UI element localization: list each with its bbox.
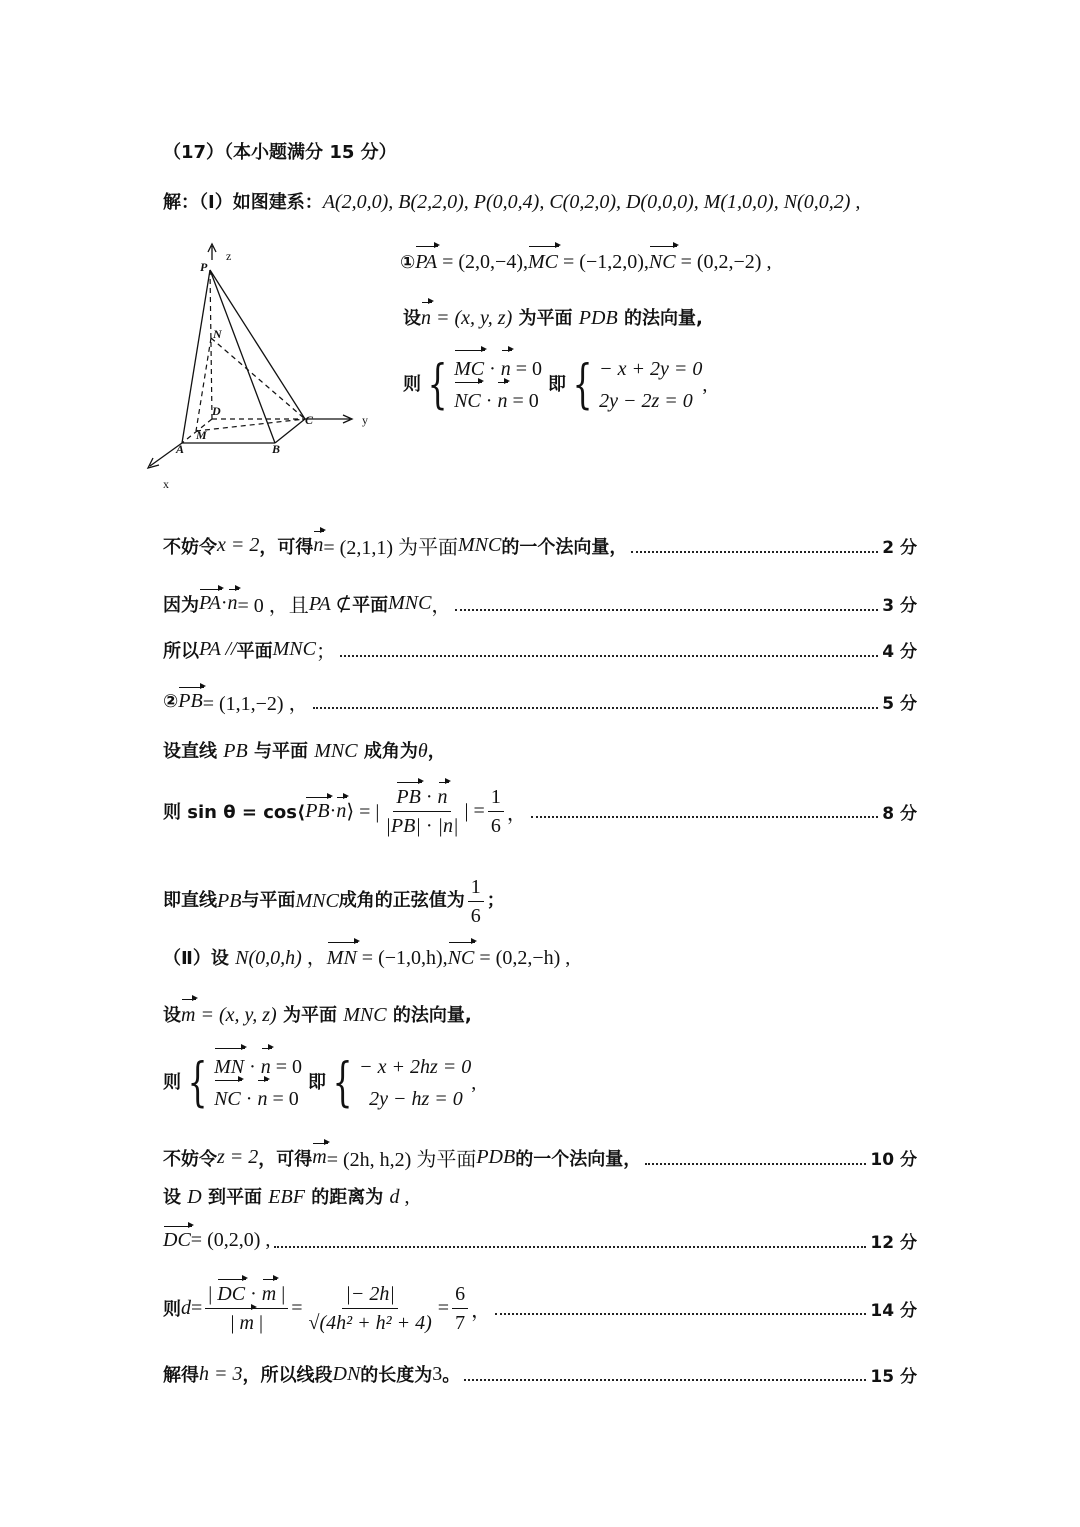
norm-PB: |PB| [385, 814, 421, 837]
distance-definition [163, 1184, 409, 1211]
t: = [437, 1296, 450, 1319]
dot: · [484, 358, 501, 380]
denominator: 7 [455, 1311, 466, 1334]
edge-BC [275, 419, 305, 443]
t: h = 3 [199, 1362, 243, 1385]
label-A: A [176, 442, 185, 456]
vector-m: m [312, 1146, 327, 1168]
vec-n: n [437, 785, 448, 808]
t: | [276, 1282, 286, 1305]
t: PA ⊄ [308, 593, 353, 615]
t: 的一个法向量， [515, 1148, 642, 1170]
t: PB [217, 890, 242, 912]
t: 与平面 [247, 741, 315, 762]
dot: · [245, 1282, 262, 1305]
t: MNC [388, 592, 432, 614]
t: D [187, 1186, 202, 1208]
eq-zero: = 0 [267, 1088, 299, 1110]
left-brace: { [332, 1053, 353, 1113]
t: z = 2 [217, 1146, 259, 1168]
t: 则 sin θ = cos⟨ [163, 802, 306, 823]
dot: · [240, 1088, 258, 1110]
vector-MC: MC [528, 251, 558, 273]
vec-PB: PB [396, 785, 421, 808]
comma: , [471, 1072, 477, 1094]
equation-1: − x + 2y = 0 [599, 358, 703, 380]
t: ⟩ = | [346, 800, 380, 823]
t: d [389, 1186, 400, 1208]
dot: · [420, 814, 438, 837]
left-brace: { [187, 1053, 208, 1113]
score: 5 分 [882, 694, 917, 714]
line-score-4 [163, 635, 917, 664]
vector-NC: NC [447, 947, 475, 969]
theta: θ [417, 740, 428, 762]
t: = (0,2,0) , [190, 1229, 271, 1251]
t: = (1,1,−2) ， [202, 693, 309, 715]
dot-leader [531, 804, 878, 818]
text-then: 则 [403, 374, 421, 395]
comma: , [702, 374, 708, 396]
t: 与平面 [241, 890, 296, 911]
problem-header: （17）（本小题满分 15 分） [163, 142, 397, 163]
edge-NM [196, 338, 211, 431]
distance-fraction [205, 1282, 288, 1335]
t: 平面 [236, 640, 273, 662]
system-2-left [214, 1051, 302, 1115]
text-set: 设 [403, 308, 421, 329]
one-sixth [488, 785, 504, 838]
text-namely: 即 [308, 1072, 327, 1093]
label-D: D [212, 404, 221, 418]
t: 即直线 [163, 890, 217, 911]
vector-n: n [227, 592, 238, 614]
t: MNC [295, 890, 339, 912]
edge-PA [182, 270, 210, 443]
edge-MC [196, 419, 305, 431]
text-normal: 的法向量, [617, 308, 703, 329]
t: | [230, 1311, 240, 1334]
numerator: 6 [452, 1282, 468, 1309]
dot-leader [455, 597, 878, 611]
dot: · [420, 785, 438, 808]
text-plane: 为平面 [512, 308, 579, 329]
t: 解得 [163, 1365, 199, 1386]
score: 8 分 [882, 803, 917, 824]
dot-leader [274, 1234, 866, 1248]
dot-leader [313, 695, 879, 709]
edge-NC [211, 338, 305, 419]
t: 的一个法向量， [501, 536, 628, 558]
coordinate-setup [163, 189, 860, 216]
vec-MC: MC [454, 353, 484, 385]
t: = (2h, h,2) 为平面 [326, 1149, 477, 1171]
t: PB [223, 740, 248, 762]
t: ， [471, 1299, 492, 1322]
denominator: 6 [470, 904, 481, 927]
t: 不妨令 [163, 536, 217, 558]
t: ， [301, 947, 327, 969]
eq-zero: = 0 [510, 358, 543, 380]
t: x = 2 [217, 534, 260, 556]
line-score-5 [163, 687, 917, 716]
score: 12 分 [870, 1233, 917, 1253]
normal-m-definition [163, 1002, 472, 1029]
t: ，可得 [259, 536, 314, 558]
score: 15 分 [870, 1366, 917, 1387]
vector-m: m [181, 1004, 196, 1026]
vector-DC: DC [163, 1229, 191, 1251]
t: ， [431, 595, 452, 617]
line-score-10 [163, 1143, 917, 1172]
dot: · [480, 390, 498, 412]
plane-name: PDB [578, 307, 618, 329]
expanded-fraction [306, 1282, 435, 1335]
vec-n: n [497, 385, 507, 417]
t: = (x, y, z) [195, 1004, 277, 1026]
vec-NC: NC [454, 385, 481, 417]
t: 成角的正弦值为 [338, 890, 465, 911]
sine-conclusion [163, 873, 505, 929]
t: d [181, 1296, 191, 1319]
pyramid-figure [140, 238, 380, 493]
dot: · [244, 1056, 261, 1078]
t: MNC [457, 534, 502, 556]
n-components: = (x, y, z) [431, 307, 513, 329]
t: EBF [268, 1186, 305, 1208]
vector-PA: PA [415, 251, 438, 273]
one-sixth [468, 875, 484, 928]
dot-leader [464, 1367, 866, 1381]
t: ； [486, 890, 505, 911]
step1-vectors [400, 249, 771, 276]
score: 3 分 [882, 596, 917, 616]
vec-NC: NC [214, 1083, 241, 1115]
line-score-15 [163, 1361, 917, 1387]
vector-n: n [313, 534, 324, 556]
label-P: P [200, 260, 208, 274]
numerator: |− 2h| [342, 1282, 398, 1309]
angle-definition [163, 738, 446, 765]
vec-m: m [261, 1282, 277, 1305]
t: | [208, 1282, 218, 1305]
vec-n: n [501, 353, 511, 385]
circled-2: ② [163, 691, 179, 712]
system-2-right [359, 1051, 471, 1115]
intro-label: 解：（Ⅰ）如图建系： [163, 192, 323, 213]
cos-fraction [382, 785, 461, 838]
t: 所以 [163, 640, 199, 662]
t: ，可得 [258, 1148, 313, 1170]
t: = 0 ，且 [237, 595, 309, 617]
label-N: N [213, 327, 222, 341]
vec-n: n [257, 1083, 267, 1115]
t: 为平面 [276, 1005, 344, 1026]
value-NC: = (0,2,−2) , [675, 251, 772, 273]
norm-n: |n| [437, 814, 459, 837]
vector-NC: NC [648, 251, 676, 273]
vector-MN: MN [326, 947, 357, 969]
vector-PB: PB [178, 690, 203, 712]
circled-1: ① [400, 252, 416, 273]
vec-DC: DC [217, 1282, 246, 1305]
numerator: 1 [468, 875, 484, 902]
t: 因为 [163, 594, 199, 616]
part2-setup [163, 945, 570, 972]
plane-name: MNC [343, 1004, 387, 1026]
t: 的距离为 [304, 1187, 390, 1208]
score: 4 分 [882, 642, 917, 662]
dot-leader [631, 539, 878, 553]
line-score-3 [163, 589, 917, 618]
system-1 [403, 350, 707, 420]
t: （Ⅱ）设 [163, 948, 236, 969]
text-then: 则 [163, 1072, 181, 1093]
t: 到平面 [201, 1187, 269, 1208]
t: 设直线 [163, 741, 224, 762]
vector-PA: PA [199, 592, 221, 614]
t: | [253, 1311, 263, 1334]
score: 10 分 [870, 1150, 917, 1170]
six-sevenths [452, 1282, 468, 1335]
line-score-14 [163, 1276, 917, 1340]
system-1-right [599, 353, 702, 417]
dot-leader [645, 1151, 866, 1165]
t: = [191, 1296, 203, 1319]
label-M: M [196, 428, 207, 442]
dot-leader [340, 643, 878, 657]
vec-n: n [261, 1051, 271, 1083]
t: = (0,2,−h) , [474, 947, 571, 969]
t: 设 [163, 1005, 181, 1026]
vector-n: n [421, 307, 431, 329]
t: 的长度为 [360, 1365, 433, 1386]
line-score-8 [163, 780, 917, 842]
eq-zero: = 0 [507, 390, 539, 412]
t: | = [464, 799, 485, 822]
t: = (2,1,1) 为平面 [323, 537, 458, 559]
t: 。 [442, 1365, 461, 1386]
vec-m: m [239, 1311, 254, 1334]
label-B: B [272, 442, 281, 456]
t: = [291, 1296, 303, 1319]
equation-2: 2y − hz = 0 [369, 1088, 463, 1110]
t: PDB [476, 1146, 516, 1168]
t: DN [332, 1362, 361, 1385]
label-z: z [226, 249, 232, 263]
line-score-2 [163, 531, 917, 560]
line-score-12 [163, 1228, 917, 1253]
denominator: 6 [490, 814, 501, 837]
coordinate-list: A(2,0,0), B(2,2,0), P(0,0,4), C(0,2,0), D(0,0,0), M(1,0,0), N(0,0,2) , [322, 191, 861, 213]
t: ； [315, 641, 336, 663]
left-brace: { [427, 355, 448, 415]
t: · [329, 799, 337, 822]
vector-n: n [336, 799, 347, 822]
t: MNC [314, 740, 358, 762]
t: ， [506, 802, 527, 825]
t: ， [427, 741, 446, 762]
text-namely: 即 [548, 374, 567, 395]
equation-1: − x + 2hz = 0 [359, 1056, 472, 1078]
label-y: y [362, 413, 368, 427]
t: 3 [432, 1362, 443, 1385]
t: 的法向量, [386, 1005, 472, 1026]
t: N(0,0,h) [235, 947, 302, 969]
numerator: 1 [488, 785, 504, 812]
eq-zero: = 0 [270, 1056, 303, 1078]
t: 设 [163, 1187, 188, 1208]
left-brace: { [572, 355, 593, 415]
t: ，所以线段 [242, 1365, 333, 1386]
denominator: √(4h² + h² + 4) [308, 1311, 432, 1334]
system-1-left [454, 353, 542, 417]
dot-leader [495, 1301, 866, 1315]
edge-PD [210, 270, 212, 419]
t: , [399, 1186, 410, 1208]
t: 成角为 [357, 741, 418, 762]
vec-MN: MN [214, 1051, 244, 1083]
t: · [220, 592, 228, 614]
value-MC: = (−1,2,0), [558, 251, 649, 273]
t: = (−1,0,h), [356, 947, 448, 969]
t: 则 [163, 1299, 181, 1320]
label-x: x [163, 477, 169, 491]
t: 不妨令 [163, 1148, 217, 1170]
label-C: C [305, 413, 314, 427]
value-PA: = (2,0,−4), [437, 251, 528, 273]
t: 平面 [352, 594, 389, 616]
t: MNC [272, 638, 316, 660]
score: 2 分 [882, 538, 917, 558]
equation-2: 2y − 2z = 0 [599, 390, 693, 412]
system-2 [163, 1048, 476, 1118]
vector-PB: PB [305, 799, 330, 822]
normal-n-definition [403, 305, 703, 332]
t: PA // [199, 638, 237, 660]
score: 14 分 [870, 1300, 917, 1321]
